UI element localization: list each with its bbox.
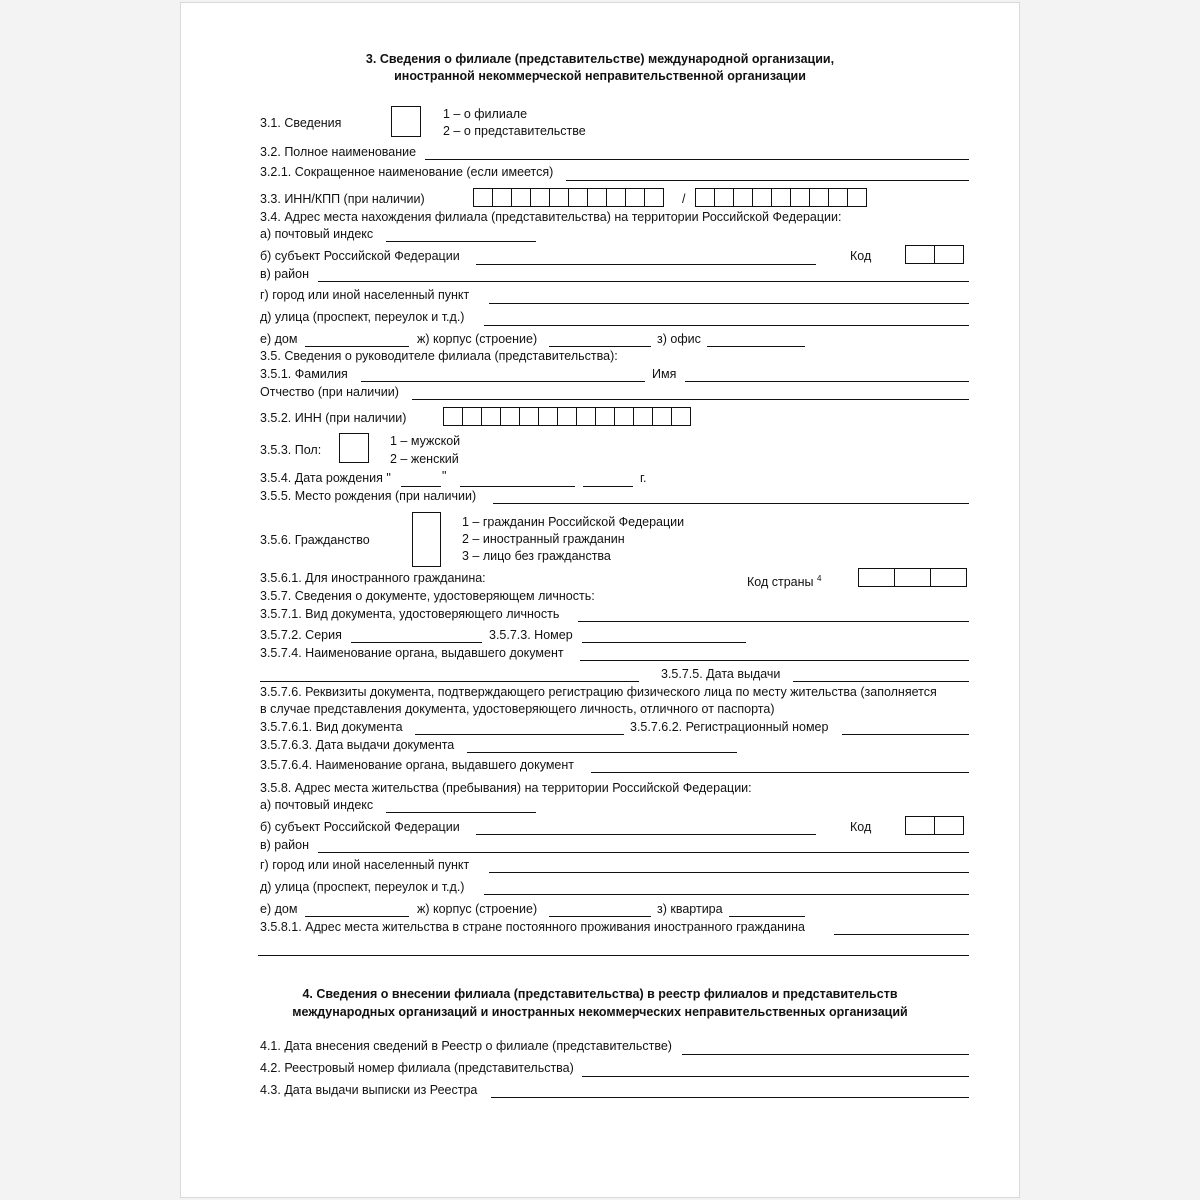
section-3-title-line-2: иностранной некоммерческой неправительственной организации	[394, 69, 806, 83]
label-3-5-7-6-4: 3.5.7.6.4. Наименование органа, выдавшего документ	[260, 758, 575, 772]
building-label: ж) корпус (строение)	[417, 332, 538, 346]
foreign-address-field-cont[interactable]	[258, 955, 969, 956]
citizenship-option-2: 2 – иностранный гражданин	[462, 532, 625, 546]
building-field[interactable]	[549, 346, 651, 347]
label-4-1: 4.1. Дата внесения сведений в Реестр о филиале (представительстве)	[260, 1039, 672, 1053]
option-representation: 2 – о представительстве	[443, 124, 586, 138]
number-field[interactable]	[582, 642, 746, 643]
label-3-2: 3.2. Полное наименование	[260, 145, 417, 159]
id-document-type-field[interactable]	[578, 621, 969, 622]
country-code-text: Код страны	[747, 575, 814, 590]
district-field[interactable]	[318, 281, 969, 282]
issuing-authority-field-cont[interactable]	[260, 681, 639, 682]
city-label: г) город или иной населенный пункт	[260, 288, 470, 302]
reg-authority-field[interactable]	[591, 772, 969, 773]
patronymic-field[interactable]	[412, 399, 969, 400]
res-house-field[interactable]	[305, 916, 409, 917]
section-3-title-line-1: 3. Сведения о филиале (представительстве) международной организации,	[365, 52, 835, 66]
label-3-5-7-6-line-1: 3.5.7.6. Реквизиты документа, подтверждающего регистрацию физического лица по месту жительства (заполняется	[260, 685, 937, 699]
label-3-5-7-6-line-2: в случае представления документа, удостоверяющего личность, отличного от паспорта)	[260, 702, 775, 716]
label-3-5-7-3: 3.5.7.3. Номер	[489, 628, 573, 642]
subject-label: б) субъект Российской Федерации	[260, 249, 460, 263]
res-building-field[interactable]	[549, 916, 651, 917]
birthplace-field[interactable]	[493, 503, 969, 504]
postal-index-label: а) почтовый индекс	[260, 227, 374, 241]
label-3-5-7-5: 3.5.7.5. Дата выдачи	[661, 667, 781, 681]
city-field[interactable]	[489, 303, 969, 304]
label-3-5-7-6-3: 3.5.7.6.3. Дата выдачи документа	[260, 738, 455, 752]
country-code-cells[interactable]	[858, 568, 967, 587]
birth-month-field[interactable]	[460, 486, 575, 487]
label-3-5-7: 3.5.7. Сведения о документе, удостоверяющем личность:	[260, 589, 595, 603]
section-4-title-line-1: 4. Сведения о внесении филиала (представительства) в реестр филиалов и представительств	[302, 987, 898, 1001]
kpp-cells[interactable]	[695, 188, 867, 207]
office-label: з) офис	[657, 332, 701, 346]
label-3-5: 3.5. Сведения о руководителе филиала (представительства):	[260, 349, 618, 363]
label-3-3: 3.3. ИНН/КПП (при наличии)	[260, 192, 425, 206]
res-subject-label: б) субъект Российской Федерации	[260, 820, 460, 834]
district-label: в) район	[260, 267, 310, 281]
head-inn-cells[interactable]	[443, 407, 691, 426]
res-street-field[interactable]	[484, 894, 969, 895]
foreign-address-field[interactable]	[834, 934, 969, 935]
option-branch: 1 – о филиале	[443, 107, 528, 121]
subject-code-cells[interactable]	[905, 245, 964, 264]
res-apartment-label: з) квартира	[657, 902, 723, 916]
registry-entry-date-field[interactable]	[682, 1054, 969, 1055]
patronymic-label: Отчество (при наличии)	[260, 385, 399, 399]
birth-quote-close: "	[442, 469, 447, 483]
res-postal-index-label: а) почтовый индекс	[260, 798, 374, 812]
label-3-5-7-1: 3.5.7.1. Вид документа, удостоверяющего личность	[260, 607, 560, 621]
inn-kpp-separator: /	[682, 192, 686, 206]
document-page	[180, 2, 1020, 1198]
reg-number-field[interactable]	[842, 734, 969, 735]
house-label: е) дом	[260, 332, 298, 346]
reg-issue-date-field[interactable]	[467, 752, 737, 753]
street-field[interactable]	[484, 325, 969, 326]
label-3-5-8-1: 3.5.8.1. Адрес места жительства в стране постоянного проживания иностранного гражданина	[260, 920, 805, 934]
label-3-5-5: 3.5.5. Место рождения (при наличии)	[260, 489, 477, 503]
surname-field[interactable]	[361, 381, 645, 382]
registry-number-field[interactable]	[582, 1076, 969, 1077]
house-field[interactable]	[305, 346, 409, 347]
surname-label: 3.5.1. Фамилия	[260, 367, 348, 381]
office-field[interactable]	[707, 346, 805, 347]
label-3-2-1: 3.2.1. Сокращенное наименование (если имеется)	[260, 165, 554, 179]
birth-year-field[interactable]	[583, 486, 633, 487]
first-name-label: Имя	[652, 367, 677, 381]
postal-index-field[interactable]	[386, 241, 536, 242]
res-house-label: е) дом	[260, 902, 298, 916]
res-subject-code-label: Код	[850, 820, 872, 834]
label-3-5-7-6-2: 3.5.7.6.2. Регистрационный номер	[630, 720, 829, 734]
label-3-5-8: 3.5.8. Адрес места жительства (пребывания) на территории Российской Федерации:	[260, 781, 752, 795]
label-3-5-2: 3.5.2. ИНН (при наличии)	[260, 411, 407, 425]
short-name-field[interactable]	[566, 180, 969, 181]
gender-male: 1 – мужской	[390, 434, 461, 448]
birth-year-suffix: г.	[640, 471, 647, 485]
label-3-5-6: 3.5.6. Гражданство	[260, 533, 370, 547]
label-3-5-7-2: 3.5.7.2. Серия	[260, 628, 342, 642]
gender-female: 2 – женский	[390, 452, 459, 466]
label-3-5-6-1: 3.5.6.1. Для иностранного гражданина:	[260, 571, 486, 585]
subject-field[interactable]	[476, 264, 816, 265]
res-district-label: в) район	[260, 838, 310, 852]
res-building-label: ж) корпус (строение)	[417, 902, 538, 916]
label-3-5-7-4: 3.5.7.4. Наименование органа, выдавшего документ	[260, 646, 564, 660]
label-3-1: 3.1. Сведения	[260, 116, 342, 130]
res-postal-index-field[interactable]	[386, 812, 536, 813]
full-name-field[interactable]	[425, 159, 969, 160]
subject-code-label: Код	[850, 249, 872, 263]
first-name-field[interactable]	[685, 381, 969, 382]
section-4-title-line-2: международных организаций и иностранных некоммерческих неправительственных организаций	[292, 1005, 908, 1019]
country-code-label	[747, 571, 821, 590]
footnote-mark: 4	[816, 574, 822, 583]
label-3-5-4: 3.5.4. Дата рождения "	[260, 471, 391, 485]
birth-day-field[interactable]	[401, 486, 441, 487]
citizenship-box[interactable]	[412, 512, 441, 567]
label-3-4: 3.4. Адрес места нахождения филиала (представительства) на территории Российской Федерации:	[260, 210, 842, 224]
label-4-2: 4.2. Реестровый номер филиала (представительства)	[260, 1061, 574, 1075]
reg-document-type-field[interactable]	[415, 734, 624, 735]
label-3-5-7-6-1: 3.5.7.6.1. Вид документа	[260, 720, 403, 734]
gender-box[interactable]	[339, 433, 369, 463]
series-field[interactable]	[351, 642, 482, 643]
issuing-authority-field[interactable]	[580, 660, 969, 661]
label-3-5-3: 3.5.3. Пол:	[260, 443, 322, 457]
inn-cells[interactable]	[473, 188, 664, 207]
res-subject-field[interactable]	[476, 834, 816, 835]
citizenship-option-3: 3 – лицо без гражданства	[462, 549, 611, 563]
res-subject-code-cells[interactable]	[905, 816, 964, 835]
branch-type-box[interactable]	[391, 106, 421, 137]
street-label: д) улица (проспект, переулок и т.д.)	[260, 310, 465, 324]
res-street-label: д) улица (проспект, переулок и т.д.)	[260, 880, 465, 894]
res-city-label: г) город или иной населенный пункт	[260, 858, 470, 872]
issue-date-field[interactable]	[793, 681, 969, 682]
res-city-field[interactable]	[489, 872, 969, 873]
citizenship-option-1: 1 – гражданин Российской Федерации	[462, 515, 685, 529]
res-district-field[interactable]	[318, 852, 969, 853]
extract-date-field[interactable]	[491, 1097, 969, 1098]
res-apartment-field[interactable]	[729, 916, 805, 917]
label-4-3: 4.3. Дата выдачи выписки из Реестра	[260, 1083, 478, 1097]
